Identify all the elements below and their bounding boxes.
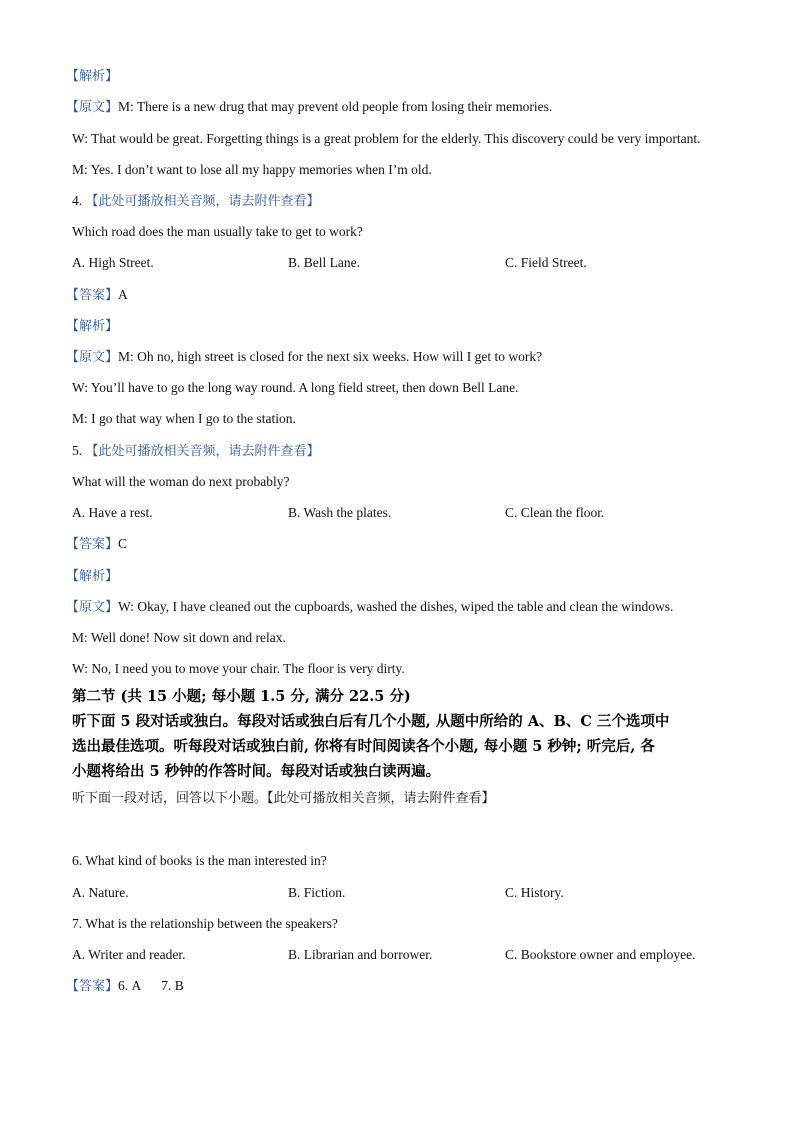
q5-question: What will the woman do next probably? bbox=[72, 474, 290, 489]
q7-question: 7. What is the relationship between the speakers? bbox=[72, 916, 338, 931]
section2-instructions-3: 小题将给出 5 秒钟的作答时间。每段对话或独白读两遍。 bbox=[72, 763, 441, 780]
section2-title: 第二节 (共 15 小题; 每小题 1.5 分, 满分 22.5 分) bbox=[72, 688, 411, 705]
q4-header bbox=[72, 192, 724, 211]
answer-tag: 【答案】 bbox=[66, 537, 119, 552]
answer-6: 6. A bbox=[118, 978, 142, 993]
q4-transcript-line-1 bbox=[66, 348, 724, 367]
transcript-tag: 【原文】 bbox=[66, 100, 119, 115]
q4-audio-note: 【此处可播放相关音频，请去附件查看】 bbox=[85, 194, 320, 209]
q5-options bbox=[0, 504, 794, 522]
analysis-tag: 【解析】 bbox=[66, 69, 119, 84]
q4-answer-line bbox=[66, 286, 724, 305]
q5-answer-line bbox=[66, 535, 724, 554]
q5-header bbox=[72, 442, 724, 461]
section2-instructions-1: 听下面 5 段对话或独白。每段对话或独白后有几个小题, 从题中所给的 A、B、C 三个选项中 bbox=[72, 713, 670, 730]
q5-transcript-line-2: M: Well done! Now sit down and relax. bbox=[72, 630, 286, 645]
analysis-label bbox=[66, 67, 724, 86]
answer-tag: 【答案】 bbox=[66, 288, 119, 303]
q4-options bbox=[0, 254, 794, 272]
q4-transcript-line-3: M: I go that way when I go to the station. bbox=[72, 411, 296, 426]
q7-option-a: A. Writer and reader. bbox=[72, 947, 186, 962]
q5-option-c: C. Clean the floor. bbox=[505, 505, 605, 520]
section2-instructions-2: 选出最佳选项。听每段对话或独白前, 你将有时间阅读各个小题, 每小题 5 秒钟; 听完后, 各 bbox=[72, 738, 655, 755]
q6-question: 6. What kind of books is the man interested in? bbox=[72, 853, 327, 868]
answer-tag: 【答案】 bbox=[66, 979, 119, 994]
q5-transcript-text-1: W: Okay, I have cleaned out the cupboards, washed the dishes, wiped the table and clean the windows. bbox=[118, 599, 674, 614]
q4-transcript-line-2: W: You’ll have to go the long way round. A long field street, then down Bell Lane. bbox=[72, 380, 519, 395]
q3-transcript-line-1 bbox=[66, 98, 724, 117]
transcript-tag: 【原文】 bbox=[66, 350, 119, 365]
q4-analysis-label bbox=[66, 317, 724, 336]
q5-transcript-line-1 bbox=[66, 598, 724, 617]
q3-transcript-text-1: M: There is a new drug that may prevent old people from losing their memories. bbox=[118, 99, 553, 114]
q5-transcript-line-3: W: No, I need you to move your chair. The floor is very dirty. bbox=[72, 661, 405, 676]
final-answer-line bbox=[66, 977, 724, 996]
analysis-tag: 【解析】 bbox=[66, 569, 119, 584]
dialogue-note: 听下面一段对话，回答以下小题。【此处可播放相关音频，请去附件查看】 bbox=[72, 791, 495, 806]
q5-option-b: B. Wash the plates. bbox=[288, 505, 392, 520]
analysis-tag: 【解析】 bbox=[66, 319, 119, 334]
q6-options bbox=[0, 884, 794, 902]
q4-answer: A bbox=[118, 287, 128, 302]
q5-option-a: A. Have a rest. bbox=[72, 505, 153, 520]
q4-option-a: A. High Street. bbox=[72, 255, 154, 270]
q4-transcript-text-1: M: Oh no, high street is closed for the next six weeks. How will I get to work? bbox=[118, 349, 543, 364]
q7-option-b: B. Librarian and borrower. bbox=[288, 947, 433, 962]
transcript-tag: 【原文】 bbox=[66, 600, 119, 615]
q5-audio-note: 【此处可播放相关音频，请去附件查看】 bbox=[85, 444, 320, 459]
q5-analysis-label bbox=[66, 567, 724, 586]
q4-number: 4. bbox=[72, 193, 83, 208]
q4-question: Which road does the man usually take to get to work? bbox=[72, 224, 363, 239]
q4-option-b: B. Bell Lane. bbox=[288, 255, 360, 270]
q4-option-c: C. Field Street. bbox=[505, 255, 587, 270]
q6-option-c: C. History. bbox=[505, 885, 564, 900]
q6-option-a: A. Nature. bbox=[72, 885, 129, 900]
q6-option-b: B. Fiction. bbox=[288, 885, 346, 900]
q5-number: 5. bbox=[72, 443, 83, 458]
q3-transcript-line-2: W: That would be great. Forgetting things is a great problem for the elderly. This discovery could be very important. bbox=[72, 131, 701, 146]
q3-transcript-line-3: M: Yes. I don’t want to lose all my happy memories when I’m old. bbox=[72, 162, 432, 177]
answer-7: 7. B bbox=[161, 978, 184, 993]
q5-answer: C bbox=[118, 536, 128, 551]
q7-option-c: C. Bookstore owner and employee. bbox=[505, 947, 696, 962]
q7-options bbox=[0, 946, 794, 964]
